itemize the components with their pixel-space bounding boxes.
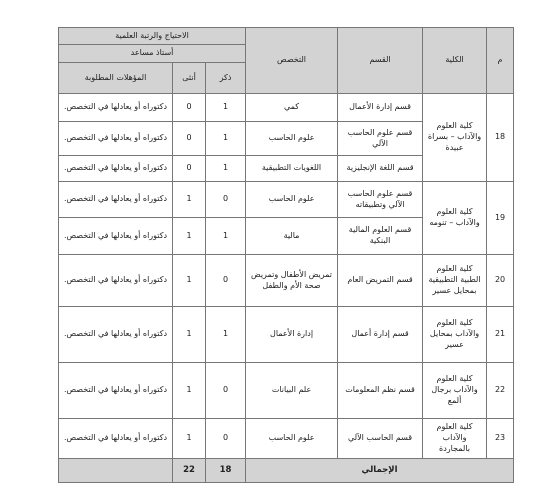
qualification-cell: دكتوراه أو يعادلها في التخصص. (59, 363, 173, 419)
header-m: م (487, 28, 514, 94)
specialty-cell: كمي (246, 94, 338, 122)
qualification-cell: دكتوراه أو يعادلها في التخصص. (59, 218, 173, 255)
department-cell: قسم إدارة الأعمال (338, 94, 423, 122)
male-count: 0 (206, 182, 246, 218)
male-count: 1 (206, 218, 246, 255)
row-number: 18 (487, 94, 514, 182)
male-count: 0 (206, 419, 246, 459)
college-cell: كلية العلوم والآداب برجال ألمع (423, 363, 487, 419)
header-male: ذكر (206, 63, 246, 94)
male-count: 0 (206, 363, 246, 419)
male-count: 1 (206, 156, 246, 182)
department-cell: قسم إدارة أعمال (338, 307, 423, 363)
female-count: 0 (173, 94, 206, 122)
department-cell: قسم اللغة الإنجليزية (338, 156, 423, 182)
table-row (59, 307, 514, 363)
department-cell: قسم نظم المعلومات (338, 363, 423, 419)
header-specialty: التخصص (246, 28, 338, 94)
specialty-cell: علم البيانات (246, 363, 338, 419)
male-count: 0 (206, 255, 246, 307)
total-label: الإجمالي (246, 459, 514, 483)
specialty-cell: تمريض الأطفال وتمريض صحة الأم والطفل (246, 255, 338, 307)
specialty-cell: إدارة الأعمال (246, 307, 338, 363)
college-cell: كلية العلوم والآداب – بسراة عبيدة (423, 94, 487, 182)
male-count: 1 (206, 307, 246, 363)
female-count: 1 (173, 182, 206, 218)
specialty-cell: علوم الحاسب (246, 419, 338, 459)
male-count: 1 (206, 122, 246, 156)
row-number: 19 (487, 182, 514, 255)
row-number: 23 (487, 419, 514, 459)
female-count: 0 (173, 156, 206, 182)
total-female: 22 (173, 459, 206, 483)
department-cell: قسم العلوم المالية البنكية (338, 218, 423, 255)
qualification-cell: دكتوراه أو يعادلها في التخصص. (59, 255, 173, 307)
college-cell: كلية العلوم والآداب – تنومه (423, 182, 487, 255)
qualification-cell: دكتوراه أو يعادلها في التخصص. (59, 94, 173, 122)
female-count: 1 (173, 363, 206, 419)
table-row (59, 363, 514, 419)
header-female: أنثى (173, 63, 206, 94)
total-male: 18 (206, 459, 246, 483)
header-college: الكلية (423, 28, 487, 94)
college-cell: كلية العلوم الطبية التطبيقية بمحايل عسير (423, 255, 487, 307)
female-count: 1 (173, 255, 206, 307)
specialty-cell: علوم الحاسب (246, 122, 338, 156)
qualification-cell: دكتوراه أو يعادلها في التخصص. (59, 307, 173, 363)
male-count: 1 (206, 94, 246, 122)
specialty-cell: اللغويات التطبيقية (246, 156, 338, 182)
table-row (59, 419, 514, 459)
department-cell: قسم علوم الحاسب الآلي وتطبيقاته (338, 182, 423, 218)
header-rank: أستاذ مساعد (59, 45, 246, 63)
department-cell: قسم الحاسب الآلي (338, 419, 423, 459)
row-number: 21 (487, 307, 514, 363)
header-department: القسم (338, 28, 423, 94)
female-count: 1 (173, 307, 206, 363)
female-count: 1 (173, 218, 206, 255)
row-number: 22 (487, 363, 514, 419)
college-cell: كلية العلوم والآداب بالمجاردة (423, 419, 487, 459)
college-cell: كلية العلوم والآداب بمحايل عسير (423, 307, 487, 363)
specialty-cell: مالية (246, 218, 338, 255)
department-cell: قسم علوم الحاسب الآلي (338, 122, 423, 156)
qualification-cell: دكتوراه أو يعادلها في التخصص. (59, 419, 173, 459)
header-qualifications: المؤهلات المطلوبة (59, 63, 173, 94)
table-row (59, 255, 514, 307)
qualification-cell: دكتوراه أو يعادلها في التخصص. (59, 122, 173, 156)
department-cell: قسم التمريض العام (338, 255, 423, 307)
table-row (59, 182, 514, 218)
qualification-cell: دكتوراه أو يعادلها في التخصص. (59, 182, 173, 218)
header-need-title: الاحتياج والرتبة العلمية (59, 28, 246, 45)
female-count: 0 (173, 122, 206, 156)
specialty-cell: علوم الحاسب (246, 182, 338, 218)
table-row (59, 94, 514, 122)
row-number: 20 (487, 255, 514, 307)
qualification-cell: دكتوراه أو يعادلها في التخصص. (59, 156, 173, 182)
total-empty-cell (59, 459, 173, 483)
requirements-table (58, 27, 514, 483)
female-count: 1 (173, 419, 206, 459)
total-row (59, 459, 514, 483)
